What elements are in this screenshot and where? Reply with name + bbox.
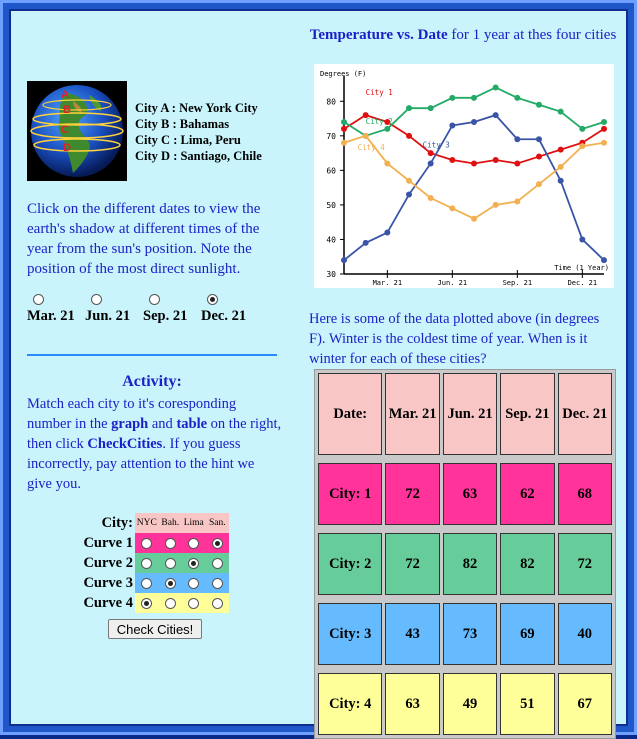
table-header-cell: Mar. 21 [385,373,439,455]
globe-letter-d: D [63,142,71,154]
date-option-sep[interactable] [143,294,201,325]
series-point-city-3 [384,230,390,236]
match-radio-curve-2-nyc[interactable] [141,558,152,569]
table-cell: 82 [500,533,554,595]
date-label-dec: Dec. 21 [201,308,247,324]
match-cell [135,538,159,549]
match-radio-curve-3-bah[interactable] [165,578,176,589]
date-label-mar: Mar. 21 [27,308,75,324]
series-label-city-2: City 2 [365,116,393,126]
series-point-city-4 [514,198,520,204]
chart-title-rest: for 1 year at thes four cities [447,27,617,43]
series-point-city-2 [579,126,585,132]
match-cell [159,598,183,609]
series-point-city-1 [558,147,564,153]
city-a-label: City A : New York City [135,101,258,115]
series-point-city-1 [514,160,520,166]
match-radio-curve-1-san[interactable] [212,538,223,549]
series-point-city-4 [449,205,455,211]
city-b-label: City B : Bahamas [135,117,230,131]
match-header-san: San. [208,518,226,528]
match-cell [206,578,230,589]
activity-instructions [27,394,282,494]
y-tick-label: 80 [326,97,336,107]
activity-bold-table: table [176,416,208,432]
table-cell: 69 [500,603,554,665]
series-point-city-2 [536,102,542,108]
match-cell [135,558,159,569]
match-header-lima: Lima [183,518,204,528]
globe-letter-a: A [61,89,69,101]
series-point-city-3 [428,160,434,166]
match-cell [206,598,230,609]
table-header-row [318,373,612,455]
series-point-city-1 [601,126,607,132]
match-radio-curve-2-san[interactable] [212,558,223,569]
x-tick-label: Sep. 21 [502,279,533,287]
date-radio-jun[interactable] [91,294,102,305]
series-point-city-4 [579,143,585,149]
match-cell [182,538,206,549]
series-label-city-1: City 1 [365,88,393,98]
series-point-city-2 [449,95,455,101]
table-cell: 72 [385,533,439,595]
series-point-city-3 [579,236,585,242]
activity-title: Activity: [122,373,182,390]
table-cell: 43 [385,603,439,665]
series-line-city-3 [344,115,604,260]
match-row-curve-1 [77,533,229,553]
series-point-city-2 [428,105,434,111]
city-legend [135,100,262,164]
table-separator-cell [318,528,612,530]
series-point-city-4 [558,164,564,170]
match-header-nyc: NYC [136,518,157,528]
match-radio-curve-3-lima[interactable] [188,578,199,589]
series-point-city-3 [558,178,564,184]
match-cell [182,598,206,609]
y-tick-label: 60 [326,166,336,176]
table-intro-text: Here is some of the data plotted above (in degrees F). Winter is the coldest time of year. When is it winter for each of these cities? [309,311,600,367]
date-label-jun: Jun. 21 [85,308,131,324]
table-separator-cell [318,458,612,460]
table-row-separator [318,598,612,600]
chart-svg [314,64,614,288]
match-row-label: Curve 4 [83,594,133,611]
table-row [318,533,612,595]
series-point-city-3 [536,136,542,142]
activity-text-1: Match each city to it's coresponding number in the [27,396,237,432]
series-label-city-3: City 3 [422,140,450,150]
series-point-city-3 [471,119,477,125]
globe-letter-b: B [63,104,71,116]
date-radio-dec[interactable] [207,294,218,305]
temperature-table [314,369,616,739]
match-row-cells [135,573,229,593]
match-radio-curve-1-nyc[interactable] [141,538,152,549]
match-radio-curve-1-bah[interactable] [165,538,176,549]
y-tick-label: 40 [326,235,336,245]
match-row-cells [135,593,229,613]
series-point-city-3 [341,257,347,263]
table-row-separator [318,528,612,530]
match-cell [159,578,183,589]
series-point-city-4 [493,202,499,208]
series-point-city-2 [601,119,607,125]
y-tick-label: 50 [326,200,336,210]
series-point-city-3 [514,136,520,142]
y-tick-label: 70 [326,131,336,141]
match-header-cells [135,513,229,533]
table-header-cell: Dec. 21 [558,373,612,455]
series-point-city-2 [384,126,390,132]
table-separator-cell [318,598,612,600]
match-cell [135,578,159,589]
activity-text-3: on the right, then click [27,416,282,452]
match-row-curve-3 [77,573,229,593]
activity-bold-checkcities: CheckCities [87,436,163,452]
globe-letter-c: C [61,124,69,136]
match-radio-curve-3-nyc[interactable] [141,578,152,589]
check-cities-button[interactable]: Check Cities! [108,619,202,639]
match-row-curve-2 [77,553,229,573]
globe-image [27,81,127,181]
match-radio-curve-3-san[interactable] [212,578,223,589]
date-option-dec[interactable] [201,294,259,325]
table-row-label: City: 2 [318,533,382,595]
table-cell: 67 [558,673,612,735]
activity-bold-graph: graph [111,416,149,432]
series-point-city-4 [471,216,477,222]
series-point-city-4 [536,181,542,187]
table-row [318,673,612,735]
match-cell [206,538,230,549]
series-point-city-3 [406,192,412,198]
table-separator-cell [318,668,612,670]
table-cell: 62 [500,463,554,525]
chart-title-bold: Temperature vs. Date [309,27,448,43]
table-row [318,463,612,525]
y-axis-label: Degrees (F) [320,70,367,78]
date-radio-mar[interactable] [33,294,44,305]
series-point-city-4 [601,140,607,146]
match-row-curve-4 [77,593,229,613]
chart-title [307,25,619,45]
x-tick-label: Mar. 21 [372,279,403,287]
globe-icon [27,81,127,181]
match-header-label: City: [101,514,133,531]
series-point-city-2 [341,119,347,125]
table-row-label: City: 4 [318,673,382,735]
match-radio-curve-2-lima[interactable] [188,558,199,569]
table-header-cell: Date: [318,373,382,455]
table-cell: 82 [443,533,497,595]
match-row-label: Curve 2 [83,554,133,571]
match-radio-curve-4-san[interactable] [212,598,223,609]
match-radio-curve-2-bah[interactable] [165,558,176,569]
match-grid [77,513,229,613]
table-cell: 68 [558,463,612,525]
table-cell: 63 [443,463,497,525]
series-point-city-4 [428,195,434,201]
date-option-jun[interactable] [85,294,143,325]
table-row-label: City: 3 [318,603,382,665]
match-cell [159,538,183,549]
date-radio-sep[interactable] [149,294,160,305]
match-radio-curve-1-lima[interactable] [188,538,199,549]
series-point-city-2 [471,95,477,101]
series-point-city-3 [493,112,499,118]
match-cell [182,578,206,589]
table-cell: 72 [385,463,439,525]
table-cell: 72 [558,533,612,595]
series-label-city-4: City 4 [357,142,385,152]
table-header-cell: Sep. 21 [500,373,554,455]
match-cell [159,558,183,569]
series-point-city-3 [449,122,455,128]
table-header-cell: Jun. 21 [443,373,497,455]
series-point-city-1 [449,157,455,163]
series-point-city-4 [384,160,390,166]
series-point-city-3 [363,240,369,246]
table-row [318,603,612,665]
series-point-city-2 [558,109,564,115]
activity-text-4: . If you guess incorrectly, pay attention to the hint we give you. [27,436,255,492]
series-point-city-1 [471,160,477,166]
match-row-label: Curve 3 [83,574,133,591]
x-tick-label: Dec. 21 [567,279,598,287]
series-point-city-1 [406,133,412,139]
series-point-city-1 [493,157,499,163]
table-cell: 51 [500,673,554,735]
match-row-cells [135,553,229,573]
content-panel [9,9,628,726]
series-point-city-2 [493,84,499,90]
table-cell: 73 [443,603,497,665]
series-point-city-1 [536,154,542,160]
series-point-city-1 [428,150,434,156]
series-point-city-4 [363,133,369,139]
table-cell: 63 [385,673,439,735]
divider [27,354,277,356]
table-row-label: City: 1 [318,463,382,525]
x-axis-label: Time (1 Year) [554,264,609,272]
series-point-city-4 [341,140,347,146]
match-radio-curve-4-lima[interactable] [188,598,199,609]
match-cell [206,558,230,569]
match-radio-curve-4-bah[interactable] [165,598,176,609]
series-point-city-3 [601,257,607,263]
match-row-label: Curve 1 [83,534,133,551]
match-row-cells [135,533,229,553]
temperature-chart [314,64,614,288]
series-point-city-1 [341,126,347,132]
x-tick-label: Jun. 21 [437,279,468,287]
city-c-label: City C : Lima, Peru [135,133,241,147]
match-header-bah: Bah. [161,518,180,528]
date-selector [27,294,282,325]
activity-text-2: and [148,416,177,432]
intro-text: Click on the different dates to view the earth's shadow at different times of the year from the sun's position. Note the position of the most direct sunlight. [27,201,261,277]
date-option-mar[interactable] [27,294,85,325]
match-cell [182,558,206,569]
y-tick-label: 30 [326,270,336,279]
table-cell: 40 [558,603,612,665]
city-d-label: City D : Santiago, Chile [135,149,262,163]
series-point-city-4 [406,178,412,184]
series-point-city-2 [406,105,412,111]
match-radio-curve-4-nyc[interactable] [141,598,152,609]
table-row-separator [318,458,612,460]
match-cell [135,598,159,609]
table-row-separator [318,668,612,670]
date-label-sep: Sep. 21 [143,308,188,324]
table-cell: 49 [443,673,497,735]
series-point-city-2 [514,95,520,101]
